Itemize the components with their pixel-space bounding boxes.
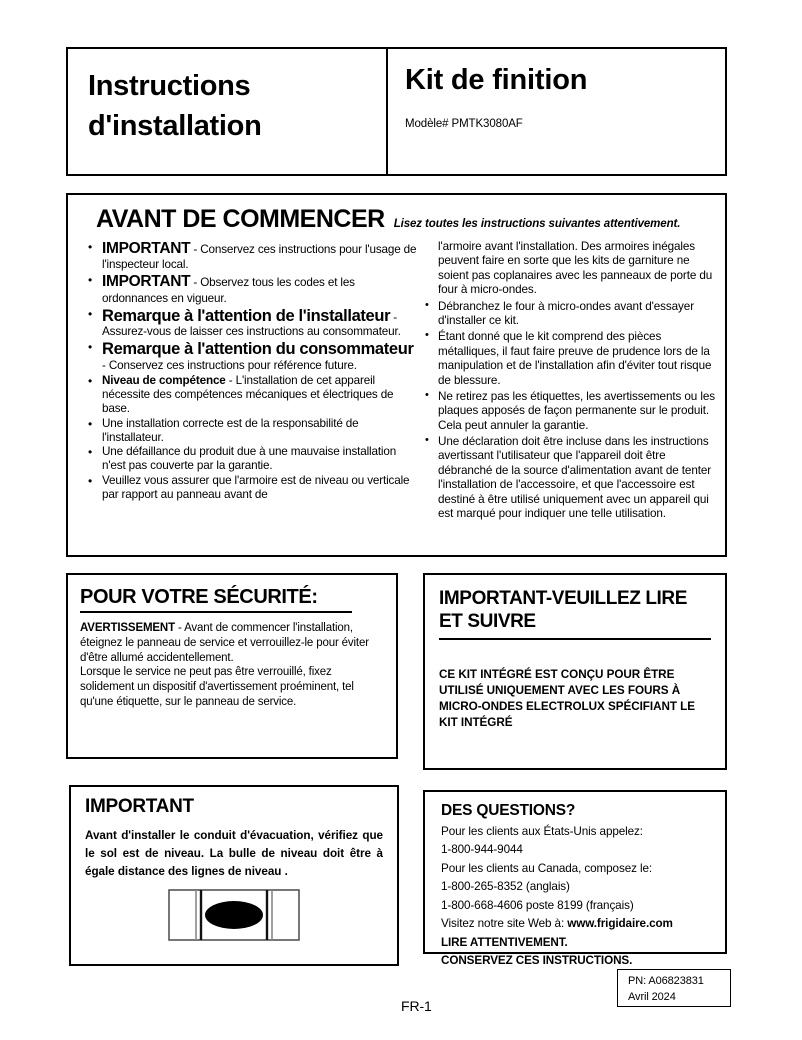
item-text: Veuillez vous assurer que l'armoire est de niveau ou verticale par rapport au panneau avant de bbox=[102, 474, 410, 502]
title-header-left bbox=[68, 49, 388, 174]
questions-note-1: LIRE ATTENTIVEMENT. bbox=[441, 935, 568, 949]
lire-title bbox=[439, 587, 711, 640]
important-level-box bbox=[69, 785, 399, 966]
item-lead: IMPORTANT bbox=[102, 273, 191, 291]
securite-body bbox=[80, 621, 384, 710]
questions-note-2: CONSERVEZ CES INSTRUCTIONS. bbox=[441, 954, 633, 968]
model-number: Modèle# PMTK3080AF bbox=[405, 117, 523, 130]
bubble-level-illustration bbox=[85, 889, 383, 941]
kit-title: Kit de finition bbox=[405, 64, 588, 96]
item-lead: Remarque à l'attention de l'installateur bbox=[102, 306, 391, 325]
title-header-box bbox=[66, 47, 727, 176]
important-veuillez-lire-box bbox=[423, 573, 727, 770]
item-text: - Conservez ces instructions pour l'usage de l'inspecteur local. bbox=[102, 243, 417, 272]
list-item: • Ne retirez pas les étiquettes, les avertissements ou les plaques apposés de façon permanente sur le produit. Cela peut annuler la garantie. bbox=[422, 390, 717, 433]
securite-text-2: Lorsque le service ne peut pas être verrouillé, fixez solidement un dispositif d'avertissement proéminent, tel qu'une étiquette, sur le panneau de service. bbox=[80, 666, 354, 709]
important-level-title: IMPORTANT bbox=[85, 796, 194, 817]
item-lead: Niveau de compétence bbox=[102, 373, 226, 387]
avant-left-column bbox=[76, 240, 420, 523]
item-text: Une défaillance du produit due à une mauvaise installation n'est pas couverte par la garantie. bbox=[102, 445, 397, 473]
publication-date: Avril 2024 bbox=[628, 990, 676, 1003]
avant-header-row bbox=[68, 195, 725, 234]
bubble-level-icon bbox=[168, 889, 300, 941]
questions-us-label: Pour les clients aux États-Unis appelez: bbox=[441, 825, 643, 838]
part-number-box bbox=[617, 969, 731, 1007]
list-item bbox=[86, 340, 420, 373]
list-item bbox=[86, 417, 420, 445]
list-item bbox=[86, 374, 420, 416]
avant-subtitle: Lisez toutes les instructions suivantes attentivement. bbox=[393, 218, 681, 230]
avant-title: AVANT DE COMMENCER bbox=[96, 205, 385, 233]
item-lead: IMPORTANT bbox=[102, 240, 191, 257]
questions-website-row bbox=[441, 915, 725, 933]
item-text: - Assurez-vous de laisser ces instructions au consommateur. bbox=[102, 310, 401, 339]
pour-votre-securite-box bbox=[66, 573, 398, 759]
title-header-right bbox=[388, 49, 725, 174]
avant-de-commencer-box bbox=[66, 193, 727, 557]
list-item: • Étant donné que le kit comprend des pièces métalliques, il faut faire preuve de prudence lors de la manipulation et de l'installation afin d'éviter tout risque de blessure. bbox=[422, 330, 717, 388]
page-number: FR-1 bbox=[401, 998, 432, 1014]
list-item bbox=[86, 307, 420, 340]
avant-right-continuation: l'armoire avant l'installation. Des armoires inégales peuvent faire en sorte que les kits de garniture ne soient pas coplanaires avec les panneaux de porte du four à micro-ondes. bbox=[438, 240, 713, 297]
des-questions-box bbox=[423, 790, 727, 968]
questions-us-phone: 1-800-944-9044 bbox=[441, 843, 523, 857]
avant-left-list bbox=[86, 240, 420, 502]
item-text: - L'installation de cet appareil nécessite des compétences mécaniques et électriques de base. bbox=[102, 373, 394, 415]
list-item: • Une déclaration doit être incluse dans les instructions avertissant l'utilisateur que l'appareil doit être débranché de la source d'alimentation avant de tenter l'installation de l'accessoire, et que l'accessoire est destiné à être utilisé uniquement avec un appareil qui est marqué pour indiquer une telle utilisation. bbox=[422, 435, 717, 521]
questions-ca-phone-en: 1-800-265-8352 (anglais) bbox=[441, 880, 570, 894]
lire-body: CE KIT INTÉGRÉ EST CONÇU POUR ÊTRE UTILISÉ UNIQUEMENT AVEC LES FOURS À MICRO-ONDES ELECTROLUX SPÉCIFIANT LE KIT INTÉGRÉ bbox=[439, 668, 695, 729]
list-item: • Débranchez le four à micro-ondes avant d'essayer d'installer ce kit. bbox=[422, 300, 717, 329]
website-prefix: Visitez notre site Web à: bbox=[441, 917, 568, 931]
list-item bbox=[86, 240, 420, 272]
doc-title-line2: d'installation bbox=[88, 109, 262, 142]
important-level-body: Avant d'installer le conduit d'évacuation, vérifiez que le sol est de niveau. La bulle de niveau doit être à égale distance des lignes de niveau . bbox=[85, 829, 383, 879]
avant-right-column bbox=[420, 240, 717, 523]
questions-ca-phone-fr: 1-800-668-4606 poste 8199 (français) bbox=[441, 898, 634, 912]
avant-right-list bbox=[422, 300, 717, 522]
securite-text-1: - Avant de commencer l'installation, éteignez le panneau de service et verrouillez-le pour éviter d'être allumé accidentellement. bbox=[80, 622, 369, 664]
item-lead: Remarque à l'attention du consommateur bbox=[102, 340, 414, 359]
list-item bbox=[86, 474, 420, 502]
list-item bbox=[86, 445, 420, 473]
website-url[interactable]: www.frigidaire.com bbox=[567, 917, 673, 931]
securite-title: POUR VOTRE SÉCURITÉ: bbox=[80, 586, 352, 613]
securite-lead: AVERTISSEMENT bbox=[80, 622, 175, 634]
item-text: - Observez tous les codes et les ordonnances en vigueur. bbox=[102, 276, 355, 305]
doc-title-line1: Instructions bbox=[88, 70, 251, 102]
item-text: Une installation correcte est de la responsabilité de l'installateur. bbox=[102, 416, 359, 444]
part-number: PN: A06823831 bbox=[628, 975, 704, 987]
item-text: - Conservez ces instructions pour référence future. bbox=[102, 358, 357, 372]
lire-title-line1: IMPORTANT-VEUILLEZ LIRE bbox=[439, 588, 687, 609]
lire-title-line2: ET SUIVRE bbox=[439, 611, 536, 633]
questions-ca-label: Pour les clients au Canada, composez le: bbox=[441, 861, 653, 875]
list-item bbox=[86, 273, 420, 305]
questions-title: DES QUESTIONS? bbox=[441, 802, 576, 819]
